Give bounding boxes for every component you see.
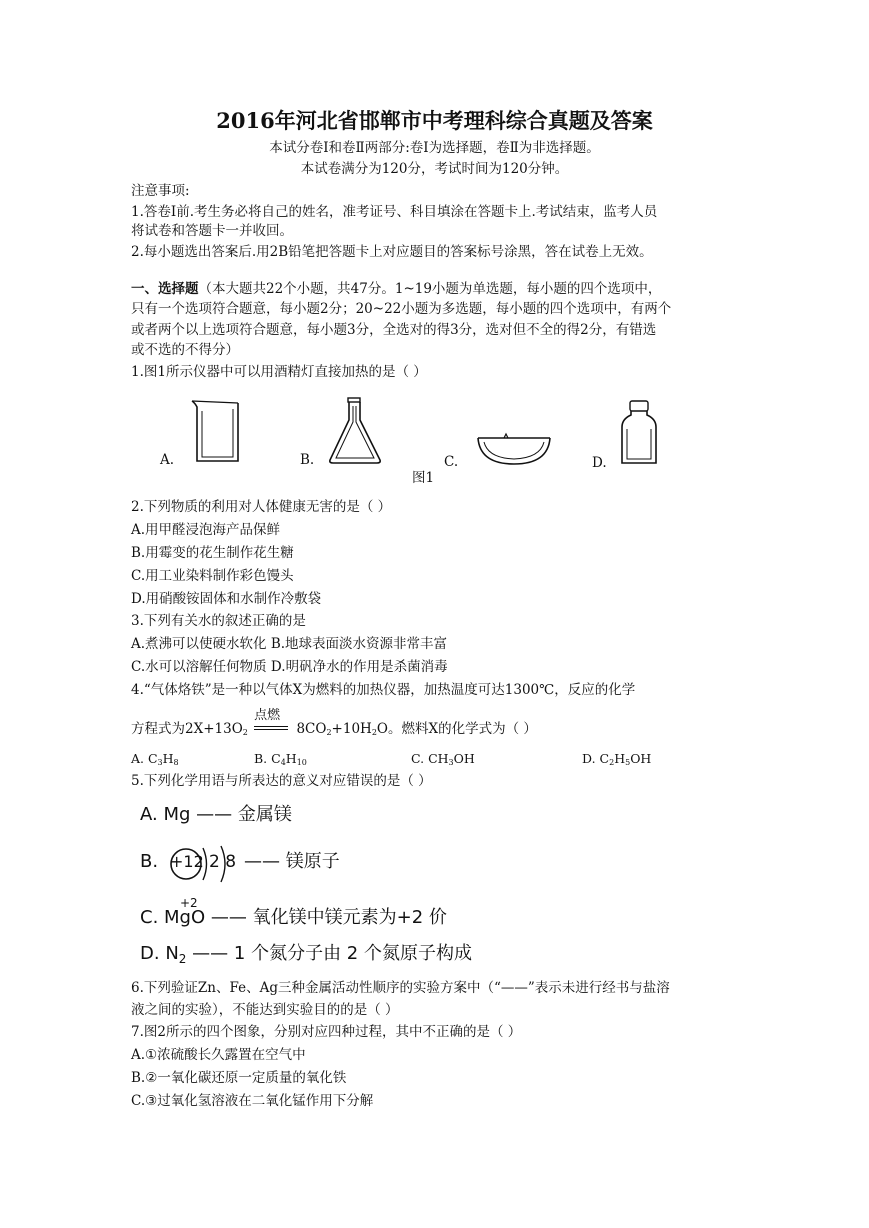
q4-equation: 方程式为$2X+13O_2$ 点燃 $8CO_2+10H_2O$。燃料X的化学式为（ ）: [131, 708, 537, 737]
section-1-desc-3: 或者两个以上选项符合题意，每小题3分，全选对的得3分，选对但不全的得2分，有错选: [131, 322, 657, 338]
section-1-desc: （本大题共22个小题，共47分。1~19小题为单选题，每小题的四个选项中，: [198, 281, 662, 297]
q1-label-d: D.: [592, 455, 607, 471]
q5-option-c: C. MgO —— 氧化镁中镁元素为+2 价: [140, 907, 447, 928]
section-1-desc-4: 或不选的不得分）: [131, 342, 239, 358]
q7-stem: 7.图2所示的四个图象，分别对应四种过程，其中不正确的是（ ）: [131, 1024, 522, 1040]
q1-label-c: C.: [444, 454, 459, 470]
reaction-condition: 点燃: [254, 708, 281, 723]
evaporating-dish-icon: [474, 432, 554, 468]
q2-option-d: D.用硝酸铵固体和水制作冷敷袋: [131, 591, 322, 607]
q4-option-d: D. $C_2H_5OH$: [582, 751, 652, 767]
header-line-2: 本试卷满分为120分，考试时间为120分钟。: [300, 161, 569, 177]
q5-option-a: A. Mg —— 金属镁: [140, 804, 292, 825]
beaker-icon: [188, 397, 244, 465]
q2-stem: 2.下列物质的利用对人体健康无害的是（ ）: [131, 499, 392, 515]
section-1-intro: [131, 280, 661, 298]
q4-option-a: A. $C_3H_8$: [131, 751, 179, 767]
page-title: 2016年河北省邯郸市中考理科综合真题及答案: [216, 108, 653, 133]
q3-options-line-1: A.煮沸可以使硬水软化 B.地球表面淡水资源非常丰富: [131, 636, 448, 652]
header-line-1: 本试分卷Ⅰ和卷Ⅱ两部分:卷Ⅰ为选择题，卷Ⅱ为非选择题。: [269, 140, 600, 156]
q5-stem: 5.下列化学用语与所表达的意义对应错误的是（ ）: [131, 773, 432, 789]
reaction-arrow: [252, 708, 292, 738]
notice-item-1-cont: 将试卷和答题卡一并收回。: [131, 223, 293, 239]
q1-label-a: A.: [160, 452, 175, 468]
notice-heading: 注意事项:: [131, 183, 190, 199]
q7-option-c: C.③过氧化氢溶液在二氧化锰作用下分解: [131, 1093, 374, 1109]
q3-options-line-2: C.水可以溶解任何物质 D.明矾净水的作用是杀菌消毒: [131, 659, 448, 675]
valence-mark: +2: [180, 896, 198, 910]
notice-item-1: 1.答卷Ⅰ前.考生务必将自己的姓名，准考证号、科目填涂在答题卡上.考试结束，监考人员: [131, 204, 658, 220]
q5-option-d: D. $N_2$ —— 1 个氮分子由 2 个氮原子构成: [140, 943, 472, 966]
q3-stem: 3.下列有关水的叙述正确的是: [131, 613, 306, 629]
q2-option-a: A.用甲醛浸泡海产品保鲜: [131, 522, 281, 538]
q5-option-b-meaning: —— 镁原子: [244, 851, 340, 872]
section-1-heading: 一、选择题: [131, 281, 199, 297]
atom-nucleus-charge: +12: [170, 852, 204, 871]
conical-flask-icon: [326, 396, 384, 466]
q2-option-b: B.用霉变的花生制作花生糖: [131, 545, 294, 561]
q4-option-c: C. $CH_3OH$: [411, 751, 475, 767]
q7-option-b: B.②一氧化碳还原一定质量的氧化铁: [131, 1070, 347, 1086]
notice-item-2: 2.每小题选出答案后.用2B铅笔把答题卡上对应题目的答案标号涂黑，答在试卷上无效。: [131, 244, 653, 260]
q1-stem: 1.图1所示仪器中可以用酒精灯直接加热的是（ ）: [131, 364, 427, 380]
q6-line-1: 6.下列验证Zn、Fe、Ag三种金属活动性顺序的实验方案中（“——”表示未进行经书与盐溶: [131, 980, 670, 996]
q1-label-b: B.: [300, 452, 315, 468]
q4-stem: 4.“气体烙铁”是一种以气体X为燃料的加热仪器，加热温度可达1300℃，反应的化学: [131, 682, 636, 698]
q2-option-c: C.用工业染料制作彩色馒头: [131, 568, 294, 584]
atom-electron-shells: 2 8: [209, 852, 237, 872]
q4-option-b: B. $C_4H_{10}$: [254, 751, 307, 767]
figure-1-caption: 图1: [412, 470, 435, 486]
reagent-bottle-icon: [618, 399, 660, 467]
section-1-desc-2: 只有一个选项符合题意，每小题2分；20~22小题为多选题，每小题的四个选项中，有两个: [131, 301, 672, 317]
q5-option-b: B.: [140, 851, 159, 872]
q7-option-a: A.①浓硫酸长久露置在空气中: [131, 1047, 306, 1063]
q6-line-2: 液之间的实验），不能达到实验目的的是（ ）: [131, 1002, 399, 1018]
